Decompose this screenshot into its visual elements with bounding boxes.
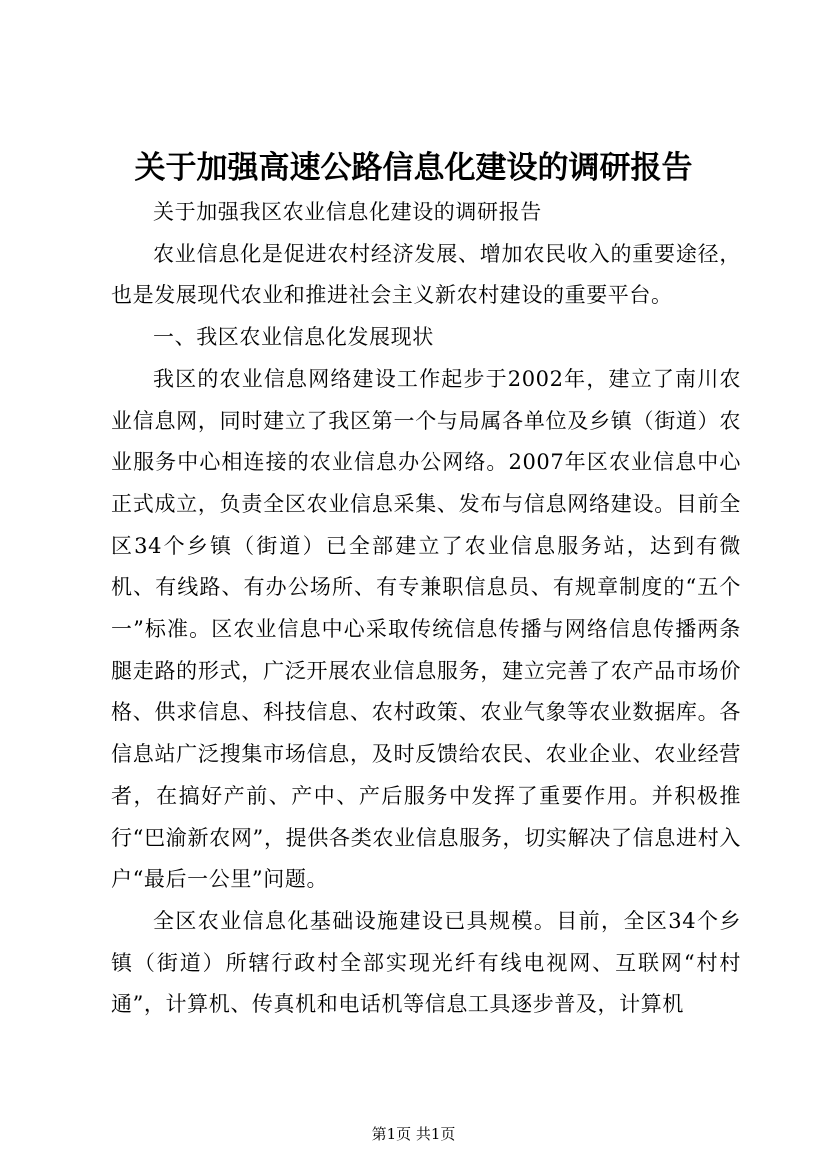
subtitle-paragraph: 关于加强我区农业信息化建设的调研报告: [153, 200, 542, 224]
document-title: 关于加强高速公路信息化建设的调研报告: [134, 150, 693, 186]
section-heading: 一、我区农业信息化发展现状: [153, 325, 434, 350]
body-paragraph: 我区的农业信息网络建设工作起步于2002年，建立了南川农业信息网，同时建立了我区第一个与局属各单位及乡镇（街道）农业服务中心相连接的农业信息办公网络。2007年区农业信息中心正式成立，负责全区农业信息采集、发布与信息网络建设。目前全区34个乡镇（街道）已全部建立了农业信息服务站，达到有微机、有线路、有办公场所、有专兼职信息员、有规章制度的“五个一”标准。区农业信息中心采取传统信息传播与网络信息传播两条腿走路的形式，广泛开展农业信息服务，建立完善了农产品市场价格、供求信息、科技信息、农村政策、农业气象等农业数据库。各信息站广泛搜集市场信息，及时反馈给农民、农业企业、农业经营者，在搞好产前、产中、产后服务中发挥了重要作用。并积极推行“巴渝新农网”，提供各类农业信息服务，切实解决了信息进村入户“最后一公里”问题。: [111, 366, 741, 892]
document-body: [111, 192, 741, 1026]
body-paragraph: 全区农业信息化基础设施建设已具规模。目前，全区34个乡镇（街道）所辖行政村全部实现光纤有线电视网、互联网“村村通”，计算机、传真机和电话机等信息工具逐步普及，计算机: [111, 908, 741, 1017]
page-footer: 第1页 共1页: [371, 1125, 456, 1143]
intro-paragraph: 农业信息化是促进农村经济发展、增加农民收入的重要途径，也是发展现代农业和推进社会主义新农村建设的重要平台。: [111, 241, 741, 308]
